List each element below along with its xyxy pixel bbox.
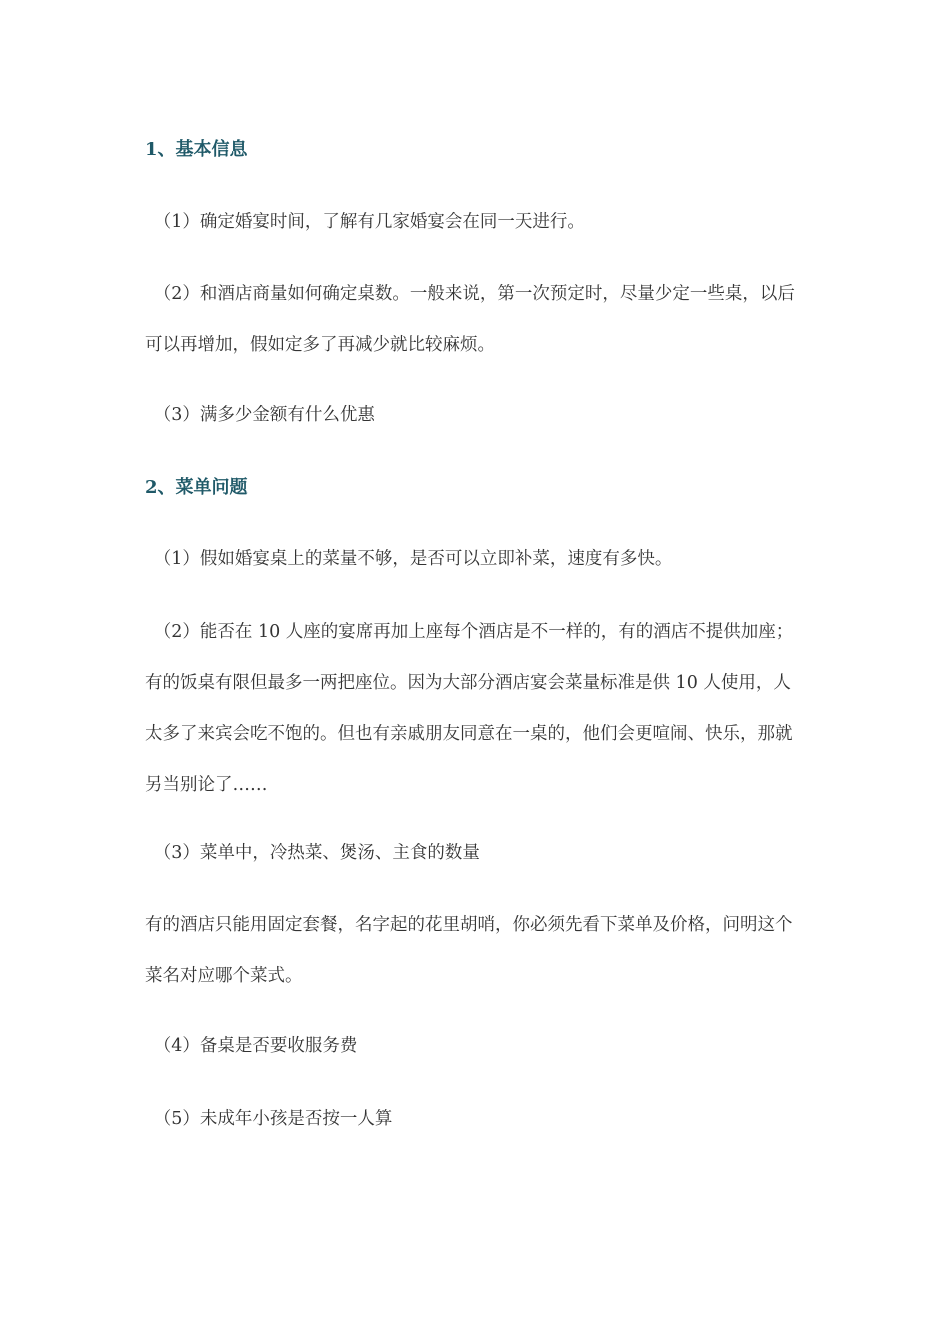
paragraph-item: （1）确定婚宴时间，了解有几家婚宴会在同一天进行。 — [153, 212, 585, 232]
paragraph-item: （1）假如婚宴桌上的菜量不够，是否可以立即补菜，速度有多快。 — [153, 549, 673, 569]
section-heading-basic-info: 1、基本信息 — [145, 139, 248, 160]
section-heading-menu-questions: 2、菜单问题 — [145, 477, 248, 498]
paragraph-item: （5）未成年小孩是否按一人算 — [153, 1109, 393, 1129]
paragraph-item: （2）和酒店商量如何确定桌数。一般来说，第一次预定时，尽量少定一些桌，以后可以再增加，假如定多了再减少就比较麻烦。 — [145, 284, 795, 355]
paragraph-item: （3）菜单中，冷热菜、煲汤、主食的数量 — [153, 843, 480, 863]
paragraph-item: （3）满多少金额有什么优惠 — [153, 405, 375, 425]
paragraph-item: （2）能否在 10 人座的宴席再加上座每个酒店是不一样的，有的酒店不提供加座；有的饭桌有限但最多一两把座位。因为大部分酒店宴会菜量标准是供 10 人使用，人太多了来宾会吃不饱的。但也有亲戚朋友同意在一桌的，他们会更喧闹、快乐，那就另当别论了…… — [145, 622, 794, 795]
paragraph-item: （4）备桌是否要收服务费 — [153, 1036, 358, 1056]
paragraph-note: 有的酒店只能用固定套餐，名字起的花里胡哨，你必须先看下菜单及价格，问明这个菜名对应哪个菜式。 — [145, 915, 793, 986]
